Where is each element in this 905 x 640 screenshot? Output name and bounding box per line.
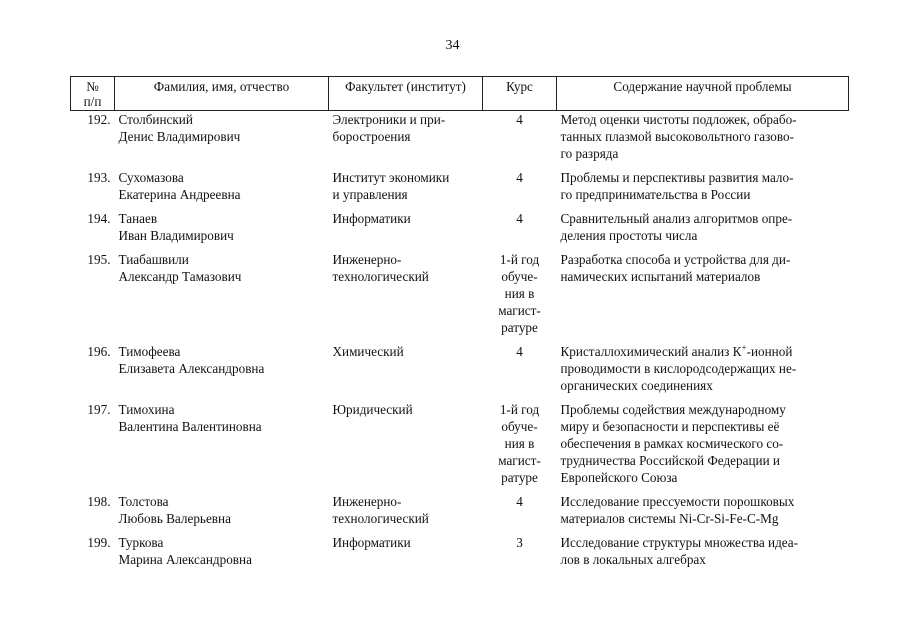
- cell-line: Институт экономики: [332, 170, 450, 185]
- cell-line: лов в локальных алгебрах: [560, 552, 706, 567]
- cell-line: Информатики: [332, 535, 411, 550]
- cell-line: магист-: [498, 303, 541, 318]
- cell-line: Метод оценки чистоты подложек, обрабо-: [560, 112, 797, 127]
- cell-line: Любовь Валерьевна: [118, 511, 231, 526]
- cell-line: Европейского Союза: [560, 470, 678, 485]
- course: [483, 401, 557, 493]
- cell-line: органических соединениях: [560, 378, 713, 393]
- cell-line: и управления: [332, 187, 408, 202]
- course: [483, 210, 557, 251]
- cell-line: намических испытаний материалов: [560, 269, 761, 284]
- row-number: 197.: [87, 402, 111, 417]
- cell-line: Александр Тамазович: [118, 269, 242, 284]
- faculty: [329, 111, 483, 170]
- cell-line: Танаев: [118, 211, 158, 226]
- cell-line: обеспечения в рамках космического со-: [560, 436, 784, 451]
- cell-line: Сравнительный анализ алгоритмов опре-: [560, 211, 793, 226]
- cell-line: 1-й год: [499, 402, 540, 417]
- cell-line: технологический: [332, 269, 429, 284]
- table-row: [71, 534, 849, 575]
- cell-line: Химический: [332, 344, 404, 359]
- research-topic: [557, 251, 849, 343]
- row-number: 199.: [87, 535, 111, 550]
- cell-line: ратуре: [501, 320, 538, 335]
- cell-line: Иван Владимирович: [118, 228, 234, 243]
- header-topic: Содержание научной проблемы: [557, 77, 849, 111]
- table-row: [71, 251, 849, 343]
- faculty: [329, 401, 483, 493]
- cell-line: Тимохина: [118, 402, 175, 417]
- header-fio: Фамилия, имя, отчество: [115, 77, 329, 111]
- cell-line: Туркова: [118, 535, 164, 550]
- row-number: 194.: [87, 211, 111, 226]
- student-name: [115, 169, 329, 210]
- students-table: [70, 76, 849, 575]
- course: [483, 169, 557, 210]
- cell-line: обуче-: [501, 419, 538, 434]
- cell-line: 4: [516, 344, 523, 359]
- cell-line: Валентина Валентиновна: [118, 419, 262, 434]
- cell-line: Информатики: [332, 211, 411, 226]
- cell-line: технологический: [332, 511, 429, 526]
- cell-line: го предпринимательства в России: [560, 187, 751, 202]
- faculty: [329, 169, 483, 210]
- research-topic: [557, 210, 849, 251]
- table-row: [71, 210, 849, 251]
- research-topic: [557, 493, 849, 534]
- cell-line: Разработка способа и устройства для ди-: [560, 252, 791, 267]
- cell-line: трудничества Российской Федерации и: [560, 453, 780, 468]
- cell-line: танных плазмой высоковольтного газово-: [560, 129, 794, 144]
- row-number: 198.: [87, 494, 111, 509]
- faculty: [329, 251, 483, 343]
- table-row: [71, 169, 849, 210]
- row-number: 196.: [87, 344, 111, 359]
- cell-line: Электроники и при-: [332, 112, 446, 127]
- cell-line: ния в: [504, 436, 535, 451]
- cell-line: го разряда: [560, 146, 619, 161]
- cell-line: Исследование прессуемости порошковых: [560, 494, 795, 509]
- student-name: [115, 251, 329, 343]
- cell-line: Тимофеева: [118, 344, 181, 359]
- faculty: [329, 534, 483, 575]
- cell-line: 4: [516, 494, 523, 509]
- course: [483, 534, 557, 575]
- cell-line: Елизавета Александровна: [118, 361, 265, 376]
- cell-line: Столбинский: [118, 112, 193, 127]
- cell-line: 4: [516, 112, 523, 127]
- research-topic: [557, 111, 849, 170]
- cell-line: Проблемы и перспективы развития мало-: [560, 170, 794, 185]
- header-course: Курс: [483, 77, 557, 111]
- cell-line: Екатерина Андреевна: [118, 187, 241, 202]
- cell-line: Проблемы содействия международному: [560, 402, 786, 417]
- research-topic: [557, 343, 849, 401]
- cell-line: Марина Александровна: [118, 552, 252, 567]
- faculty: [329, 343, 483, 401]
- cell-line: 4: [516, 170, 523, 185]
- research-topic: [557, 534, 849, 575]
- faculty: [329, 210, 483, 251]
- cell-line: Толстова: [118, 494, 169, 509]
- row-number: 195.: [87, 252, 111, 267]
- cell-line: проводимости в кислородсодержащих не-: [560, 361, 797, 376]
- cell-line: Кристаллохимический анализ К+-ионной: [560, 342, 793, 359]
- course: [483, 251, 557, 343]
- cell-line: 4: [516, 211, 523, 226]
- course: [483, 343, 557, 401]
- table-row: [71, 343, 849, 401]
- student-name: [115, 111, 329, 170]
- research-topic: [557, 401, 849, 493]
- cell-line: Тиабашвили: [118, 252, 189, 267]
- row-number: 192.: [87, 112, 111, 127]
- table-row: [71, 401, 849, 493]
- student-name: [115, 210, 329, 251]
- student-name: [115, 534, 329, 575]
- student-name: [115, 343, 329, 401]
- course: [483, 493, 557, 534]
- header-faculty: Факультет (институт): [329, 77, 483, 111]
- faculty: [329, 493, 483, 534]
- table-header-row: [71, 77, 849, 111]
- cell-line: Денис Владимирович: [118, 129, 241, 144]
- course: [483, 111, 557, 170]
- cell-line: ратуре: [501, 470, 538, 485]
- header-num: № п/п: [71, 77, 115, 111]
- cell-line: деления простоты числа: [560, 228, 698, 243]
- cell-line: боростроения: [332, 129, 411, 144]
- student-name: [115, 493, 329, 534]
- cell-line: Сухомазова: [118, 170, 184, 185]
- row-number: 193.: [87, 170, 111, 185]
- research-topic: [557, 169, 849, 210]
- cell-line: ния в: [504, 286, 535, 301]
- cell-line: магист-: [498, 453, 541, 468]
- cell-line: Инженерно-: [332, 252, 402, 267]
- cell-line: материалов системы Ni-Cr-Si-Fe-C-Mg: [560, 511, 779, 526]
- cell-line: Исследование структуры множества идеа-: [560, 535, 799, 550]
- cell-line: 1-й год: [499, 252, 540, 267]
- page-number: 34: [445, 38, 460, 53]
- cell-line: миру и безопасности и перспективы её: [560, 419, 780, 434]
- student-name: [115, 401, 329, 493]
- table-row: [71, 111, 849, 170]
- cell-line: Юридический: [332, 402, 413, 417]
- table-row: [71, 493, 849, 534]
- cell-line: Инженерно-: [332, 494, 402, 509]
- cell-line: обуче-: [501, 269, 538, 284]
- cell-line: 3: [516, 535, 523, 550]
